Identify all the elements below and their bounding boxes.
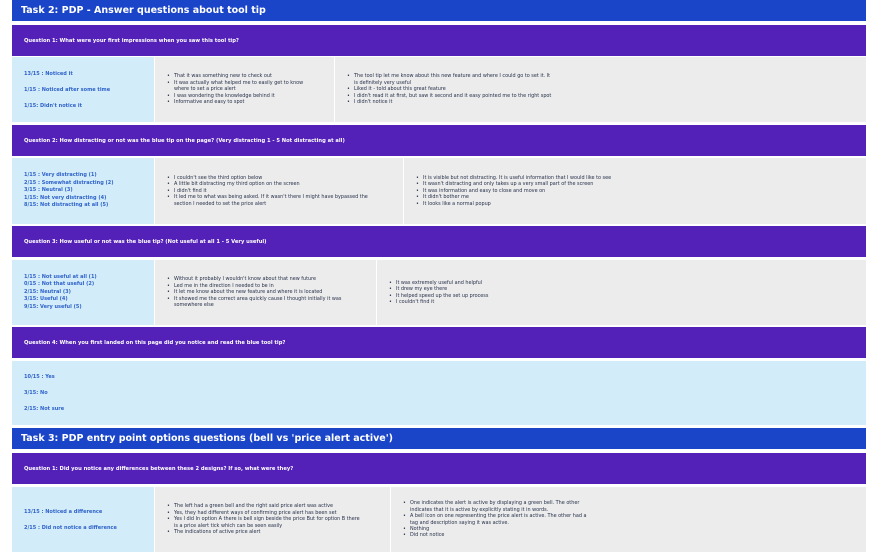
- quote-item: • Liked it - told about this great feature: [347, 86, 551, 92]
- quote-item: • The tool tip let me know about this new feature and where I could go to set it. It: [347, 73, 551, 79]
- quote-item: • It led me to what was being asked. If it wasn't there I might have bypassed the: [167, 194, 368, 200]
- research-board: [12, 0, 866, 552]
- question-1-answers: [12, 57, 866, 122]
- quote-item: section I needed to set the price alert: [174, 200, 267, 207]
- quotes-list: [403, 500, 586, 538]
- stat-item: 2/15 : Somewhat distracting (2): [24, 179, 114, 186]
- quotes-cell-a: [154, 487, 390, 552]
- quote-item: tag and description saying it was active.: [410, 519, 509, 526]
- quote-item: • Yes, they had different ways of confirming price alert has been set: [167, 510, 360, 516]
- task-2-header: [12, 0, 866, 21]
- question-2-header: [12, 125, 866, 156]
- quotes-list: [167, 73, 303, 105]
- quotes-cell-b: [376, 260, 866, 325]
- stat-item: 1/15: Didn't notice it: [24, 102, 82, 109]
- question-3-title: Question 3: How useful or not was the blue tip? (Not useful at all 1 - 5 Very useful): [24, 238, 267, 245]
- quote-item: indicates that it is active by explicitly stating it in words.: [410, 506, 549, 513]
- stat-item: 3/15: No: [24, 390, 48, 396]
- stat-item: 2/15: Neutral (3): [24, 288, 71, 295]
- stat-item: 1/15 : Not useful at all (1): [24, 273, 97, 280]
- quote-item: • I couldn't find it: [389, 299, 488, 305]
- stats-list: [24, 508, 117, 532]
- stats-cell: [12, 57, 154, 122]
- quotes-list: [347, 73, 551, 105]
- question-1-header: [12, 25, 866, 56]
- quotes-cell-b: [390, 487, 866, 552]
- stats-cell: [12, 260, 154, 325]
- quote-item: • It showed me the correct area quickly cause I thought initially it was: [167, 296, 341, 302]
- task-3-question-1-header: [12, 453, 866, 484]
- question-3-answers: [12, 260, 866, 325]
- question-2-answers: [12, 158, 866, 224]
- quotes-cell-a: [154, 57, 334, 122]
- stats-list: [24, 70, 110, 110]
- quote-item: • It was extremely useful and helpful: [389, 280, 488, 286]
- stats-cell: [12, 361, 866, 425]
- quote-item: • The left had a green bell and the right said price alert was active: [167, 503, 360, 509]
- quote-item: • I didn't read it at first, but saw it second and it easy pointed me to the right spot: [347, 93, 551, 99]
- task-2-title: Task 2: PDP - Answer questions about tool tip: [21, 5, 266, 16]
- stats-list: [24, 274, 97, 312]
- quote-item: • I didn't find it: [167, 188, 368, 194]
- stat-item: 3/15: Useful (4): [24, 296, 68, 303]
- quotes-cell-b: [334, 57, 866, 122]
- task-3-question-1-title: Question 1: Did you notice any differences between these 2 designs? If so, what were they?: [24, 465, 294, 472]
- stat-item: 13/15 : Noticed it: [24, 70, 73, 77]
- question-4-answers: [12, 361, 866, 425]
- quote-item: • That it was something new to check out: [167, 73, 303, 79]
- task-3-title: Task 3: PDP entry point options questions (bell vs 'price alert active'): [21, 433, 393, 444]
- quotes-cell-a: [154, 260, 376, 325]
- stat-item: 3/15 : Neutral (3): [24, 187, 73, 194]
- stat-item: 13/15 : Noticed a difference: [24, 508, 103, 515]
- stat-item: 2/15 : Did not notice a difference: [24, 524, 117, 531]
- stat-item: 9/15: Very useful (5): [24, 303, 82, 310]
- stats-list: [24, 172, 114, 210]
- quotes-list: [167, 175, 368, 207]
- quote-item: • I was wondering the knowledge behind it: [167, 93, 303, 99]
- quotes-list: [167, 503, 360, 535]
- quote-item: is a price alert tick which can be seen easily: [174, 522, 283, 529]
- task-3-header: [12, 428, 866, 449]
- task-3-question-1-answers: [12, 487, 866, 552]
- quote-item: • Did not notice: [403, 532, 586, 538]
- quote-item: • It was information and easy to close and move on: [416, 188, 611, 194]
- quote-item: • It was actually what helped me to easily get to know: [167, 80, 303, 86]
- stats-cell: [12, 158, 154, 224]
- stat-item: 1/15 : Very distracting (1): [24, 172, 97, 179]
- quote-item: • I didn't notice it: [347, 99, 551, 105]
- quote-item: • Without it probably I wouldn't know about that new future: [167, 276, 341, 282]
- quote-item: • It didn't bother me: [416, 194, 611, 200]
- question-4-title: Question 4: When you first landed on this page did you notice and read the blue tool tip?: [24, 339, 286, 346]
- quote-item: • It drew my eye there: [389, 286, 488, 292]
- quote-item: • Nothing: [403, 526, 586, 532]
- quote-item: where to set a price alert: [174, 86, 236, 93]
- quotes-list: [389, 280, 488, 306]
- stat-item: 1/15 : Noticed after some time: [24, 86, 111, 93]
- quote-item: • The indications of active price alert: [167, 529, 360, 535]
- stat-item: 0/15 : Not that useful (2): [24, 281, 95, 288]
- quote-item: • Informative and easy to spot: [167, 99, 303, 105]
- question-2-title: Question 2: How distracting or not was the blue tip on the page? (Very distracting 1 - 5 Not distracting at all): [24, 137, 345, 144]
- stat-item: 2/15: Not sure: [24, 406, 65, 412]
- quote-item: • It wasn't distracting and only takes up a very small part of the screen: [416, 181, 611, 187]
- stat-item: 1/15: Not very distracting (4): [24, 194, 107, 201]
- question-4-header: [12, 327, 866, 358]
- question-3-header: [12, 226, 866, 257]
- question-1-title: Question 1: What were your first impressions when you saw this tool tip?: [24, 37, 239, 44]
- stats-cell: [12, 487, 154, 552]
- quote-item: • I couldn't see the third option below: [167, 175, 368, 181]
- quote-item: • A bell icon on one representing the price alert is active. The other had a: [403, 513, 586, 519]
- quote-item: • It looks like a normal popup: [416, 201, 611, 207]
- quote-item: • One indicates the alert is active by displaying a green bell. The other: [403, 500, 586, 506]
- stat-item: 10/15 : Yes: [24, 374, 55, 380]
- quote-item: • It is visible but not distracting. It is useful information that I would like to see: [416, 175, 611, 181]
- stat-item: 8/15: Not distracting at all (5): [24, 202, 109, 209]
- quote-item: somewhere else: [174, 302, 214, 309]
- quote-item: • Led me in the direction I needed to be in: [167, 283, 341, 289]
- quotes-cell-a: [154, 158, 403, 224]
- quote-item: • Yes I did In option A there is bell sign beside the price But for option B there: [167, 516, 360, 522]
- quotes-list: [167, 276, 341, 308]
- quotes-list: [416, 175, 611, 207]
- quotes-cell-b: [403, 158, 866, 224]
- quote-item: • A little bit distracting my third option on the screen: [167, 181, 368, 187]
- quote-item: • It helped speed up the set up process: [389, 293, 488, 299]
- stats-list: [24, 373, 64, 413]
- quote-item: • It let me know about the new feature and where it is located: [167, 289, 341, 295]
- quote-item: is definitely very useful: [354, 79, 412, 86]
